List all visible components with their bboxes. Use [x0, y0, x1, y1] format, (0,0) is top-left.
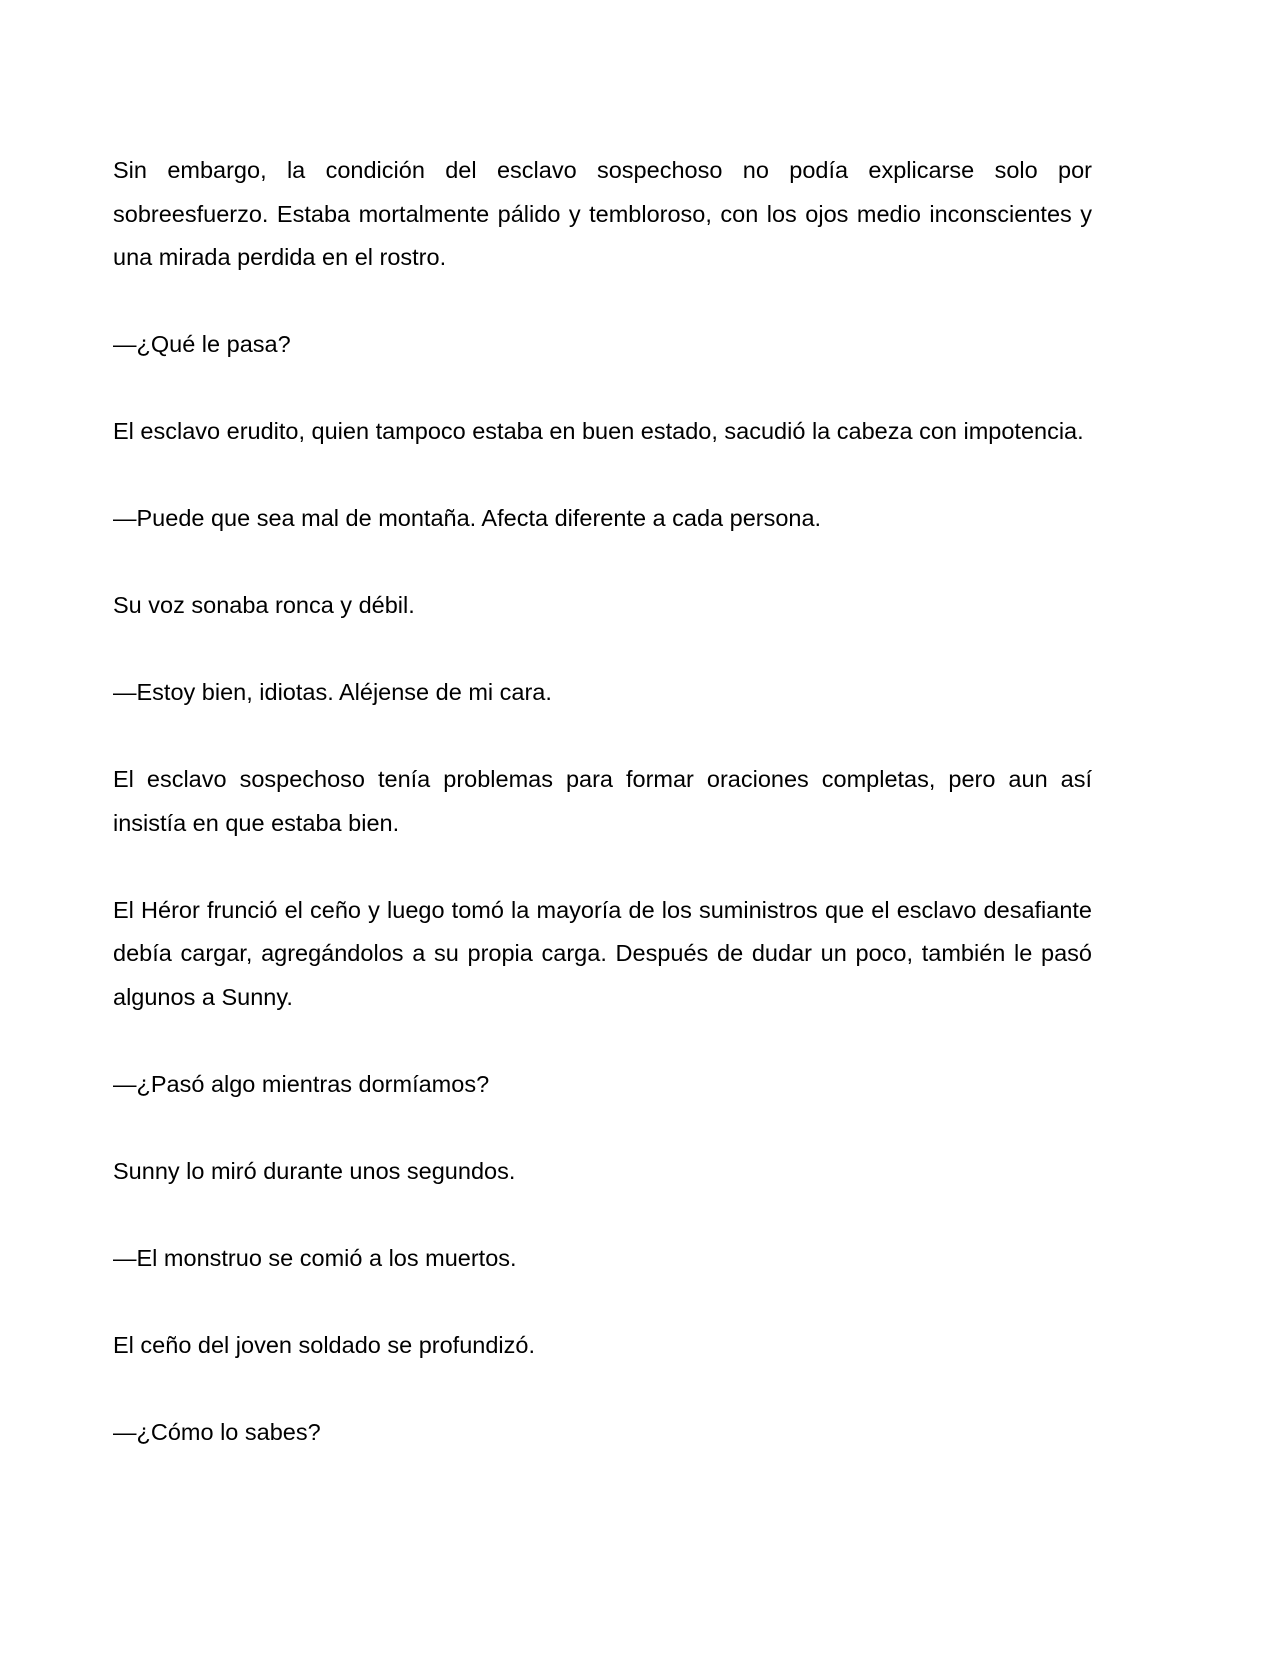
paragraph-3: El esclavo erudito, quien tampoco estaba en buen estado, sacudió la cabeza con impotencia.	[113, 418, 1084, 444]
paragraph-4: —Puede que sea mal de montaña. Afecta diferente a cada persona.	[113, 505, 822, 531]
paragraph-11: —El monstruo se comió a los muertos.	[113, 1244, 517, 1271]
paragraph-10: Sunny lo miró durante unos segundos.	[113, 1157, 516, 1184]
paragraph-1: Sin embargo, la condición del esclavo sospechoso no podía explicarse solo por sobreesfuerzo. Estaba mortalmente pálido y tembloroso, con los ojos medio inconscientes y una mirada perdida en el rostro.	[113, 157, 1092, 270]
paragraph-12: El ceño del joven soldado se profundizó.	[113, 1331, 535, 1358]
paragraph-5: Su voz sonaba ronca y débil.	[113, 592, 415, 618]
paragraph-7: El esclavo sospechoso tenía problemas para formar oraciones completas, pero aun así insistía en que estaba bien.	[113, 766, 1092, 836]
paragraph-9: —¿Pasó algo mientras dormíamos?	[113, 1070, 490, 1097]
paragraph-13: —¿Cómo lo sabes?	[113, 1418, 321, 1445]
paragraph-2: —¿Qué le pasa?	[113, 331, 291, 357]
paragraph-8: El Héror frunció el ceño y luego tomó la mayoría de los suministros que el esclavo desafiante debía cargar, agregándolos a su propia carga. Después de dudar un poco, también le pasó algunos a Sunny.	[113, 896, 1092, 1010]
document-body	[113, 149, 1092, 1454]
paragraph-6: —Estoy bien, idiotas. Aléjense de mi cara.	[113, 679, 552, 705]
